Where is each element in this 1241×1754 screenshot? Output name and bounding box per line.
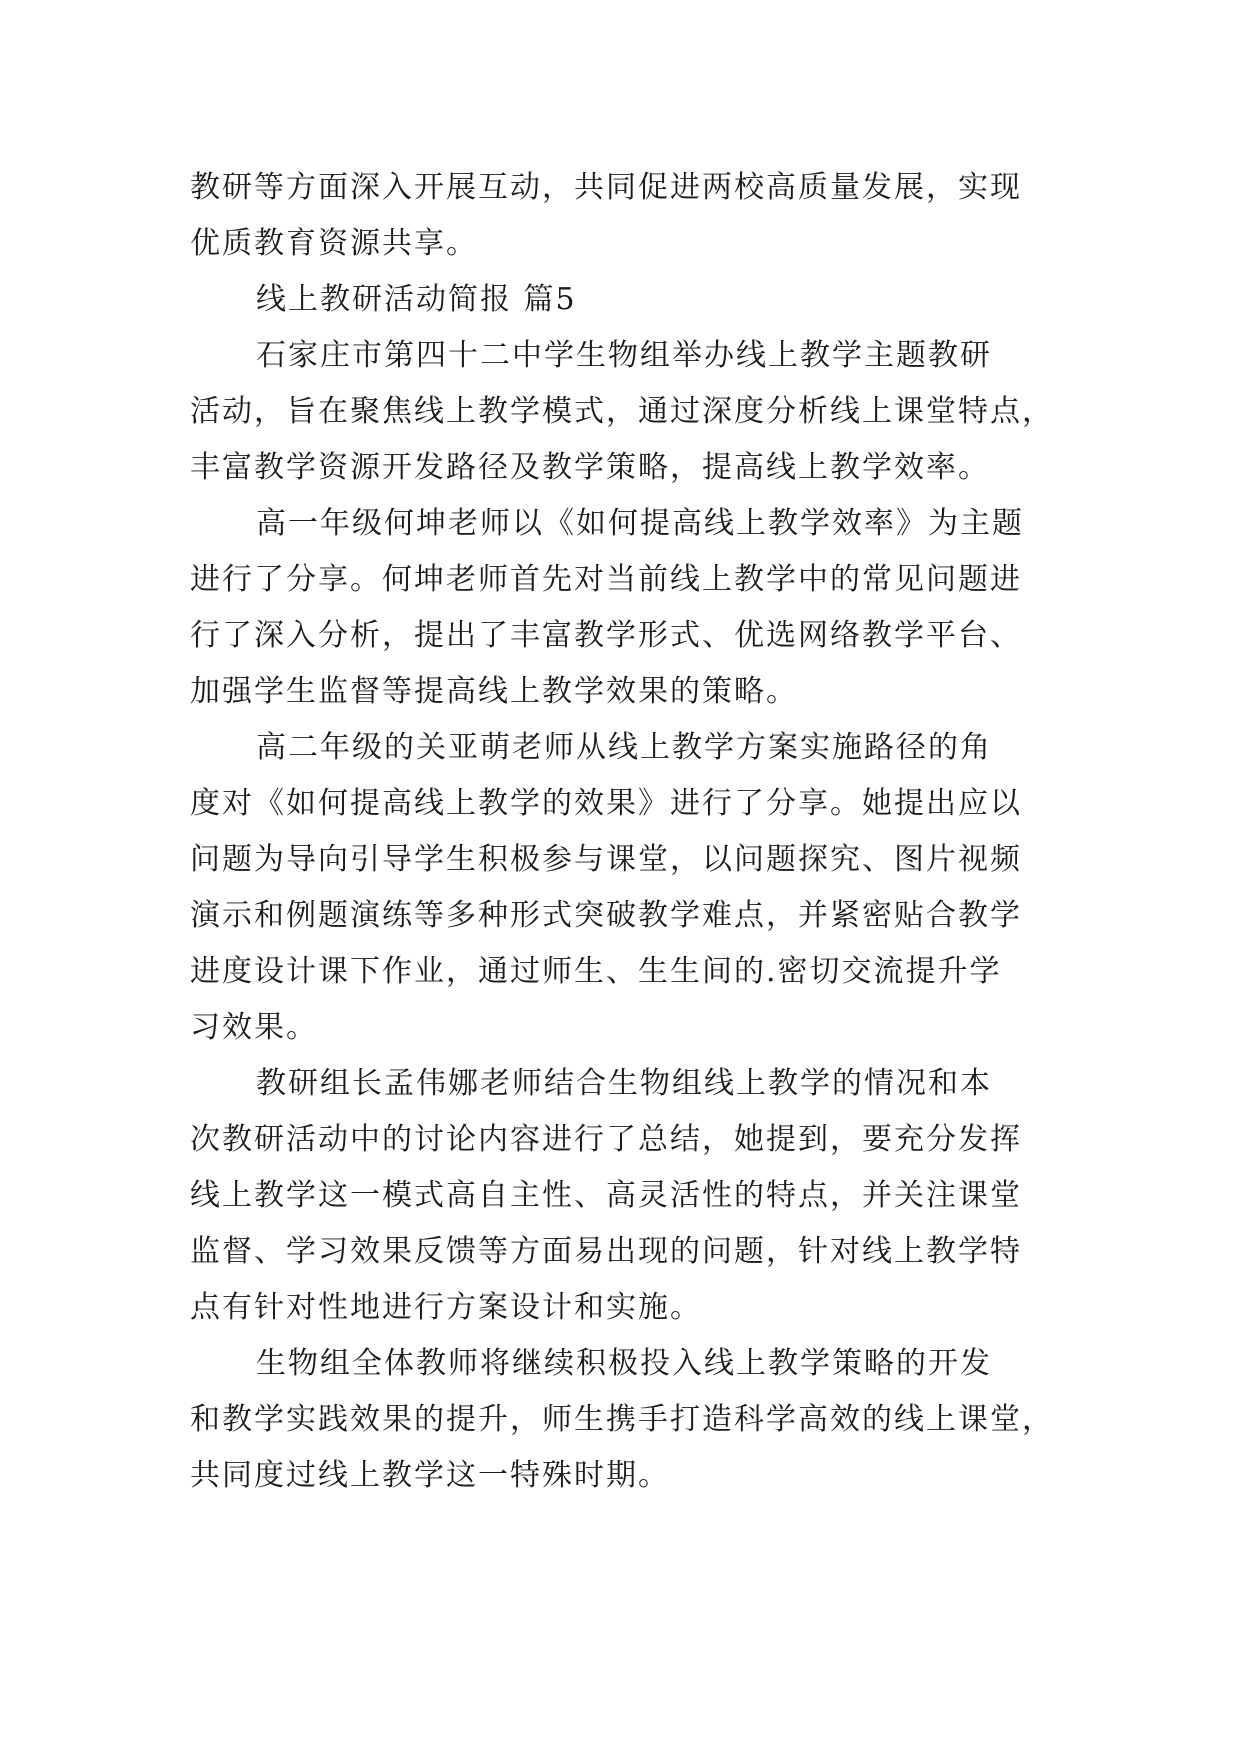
text-line: 丰富教学资源开发路径及教学策略，提高线上教学效率。 [190,450,990,485]
document-body [190,160,1070,1504]
text-line: 高二年级的关亚萌老师从线上教学方案实施路径的角 [256,730,992,765]
text-line: 度对《如何提高线上教学的效果》进行了分享。她提出应以 [190,786,1022,821]
text-line: 和教学实践效果的提升，师生携手打造科学高效的线上课堂， [190,1402,1054,1437]
text-line: 点有针对性地进行方案设计和实施。 [190,1290,702,1325]
text-line: 监督、学习效果反馈等方面易出现的问题，针对线上教学特 [190,1234,1022,1269]
text-line: 行了深入分析，提出了丰富教学形式、优选网络教学平台、 [190,618,1022,653]
text-line: 生物组全体教师将继续积极投入线上教学策略的开发 [256,1346,992,1381]
section-heading: 线上教研活动简报 篇5 [256,282,577,317]
text-line: 石家庄市第四十二中学生物组举办线上教学主题教研 [256,338,992,373]
text-line: 优质教育资源共享。 [190,226,478,261]
text-line: 教研等方面深入开展互动，共同促进两校高质量发展，实现 [190,170,1022,205]
text-line: 加强学生监督等提高线上教学效果的策略。 [190,674,798,709]
text-line: 习效果。 [190,1010,318,1045]
text-line: 高一年级何坤老师以《如何提高线上教学效率》为主题 [256,506,1024,541]
text-line: 进行了分享。何坤老师首先对当前线上教学中的常见问题进 [190,562,1022,597]
text-line: 教研组长孟伟娜老师结合生物组线上教学的情况和本 [256,1066,992,1101]
text-line: 问题为导向引导学生积极参与课堂，以问题探究、图片视频 [190,842,1022,877]
text-line: 线上教学这一模式高自主性、高灵活性的特点，并关注课堂 [190,1178,1022,1213]
text-line: 共同度过线上教学这一特殊时期。 [190,1458,670,1493]
text-line: 活动，旨在聚焦线上教学模式，通过深度分析线上课堂特点， [190,394,1054,429]
text-line: 次教研活动中的讨论内容进行了总结，她提到，要充分发挥 [190,1122,1022,1157]
text-line: 演示和例题演练等多种形式突破教学难点，并紧密贴合教学 [190,898,1022,933]
text-line: 进度设计课下作业，通过师生、生生间的.密切交流提升学 [190,954,1002,989]
